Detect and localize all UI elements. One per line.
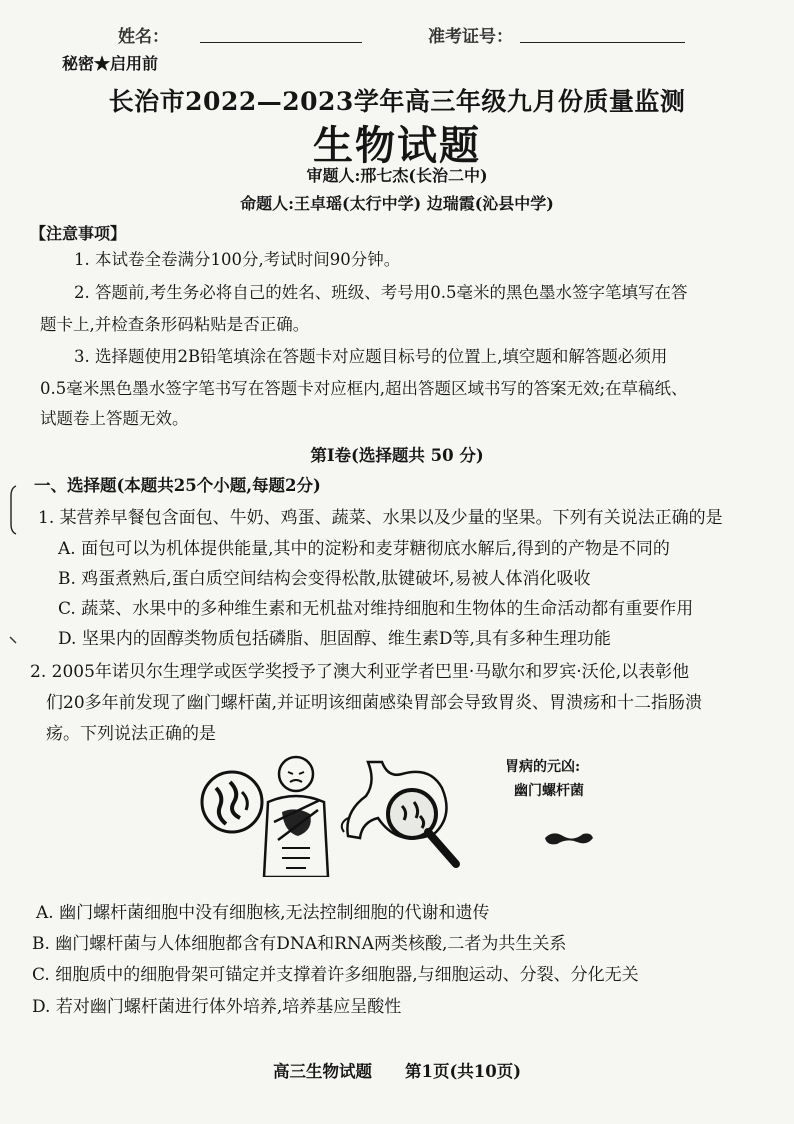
question-2-stem-line-1: 2. 2005年诺贝尔生理学或医学奖授予了澳大利亚学者巴里·马歇尔和罗宾·沃伦,以表彰他	[30, 662, 690, 682]
name-underline	[200, 42, 362, 43]
question-1-option-b: B. 鸡蛋煮熟后,蛋白质空间结构会变得松散,肽键破坏,易被人体消化吸收	[58, 569, 591, 589]
margin-tick-mark	[8, 635, 20, 645]
secret-label: 秘密★启用前	[62, 54, 159, 73]
admission-label: 准考证号：	[428, 27, 513, 47]
question-2-option-b: B. 幽门螺杆菌与人体细胞都含有DNA和RNA两类核酸,二者为共生关系	[32, 934, 567, 954]
question-2-stem-line-2: 们20多年前发现了幽门螺杆菌,并证明该细菌感染胃部会导致胃炎、胃溃疡和十二指肠溃	[46, 693, 703, 713]
notice-item-3: 3. 选择题使用2B铅笔填涂在答题卡对应题目标号的位置上,填空题和解答题必须用	[74, 347, 668, 366]
section-title: 一、选择题(本题共25个小题,每题2分)	[34, 476, 321, 495]
notice-item-3-end: 试题卷上答题无效。	[40, 409, 189, 428]
notice-item-2-cont: 题卡上,并检查条形码粘贴是否正确。	[40, 315, 310, 334]
part-title: 第Ⅰ卷(选择题共 50 分)	[310, 446, 484, 465]
question-2-stem-line-3: 疡。下列说法正确的是	[46, 724, 216, 744]
question-2-option-d: D. 若对幽门螺杆菌进行体外培养,培养基应呈酸性	[32, 997, 402, 1017]
name-label: 姓名：	[118, 27, 169, 47]
exam-title: 长治市2022—2023学年高三年级九月份质量监测	[108, 87, 686, 116]
question-1-option-c: C. 蔬菜、水果中的多种维生素和无机盐对维持细胞和生物体的生命活动都有重要作用	[58, 599, 694, 619]
setter-line: 命题人:王卓瑶(太行中学) 边瑞霞(沁县中学)	[240, 194, 554, 213]
figure-caption-2: 幽门螺杆菌	[514, 783, 584, 799]
bacterium-icon	[541, 826, 595, 848]
question-2-option-c: C. 细胞质中的细胞骨架可锚定并支撑着许多细胞器,与细胞运动、分裂、分化无关	[32, 965, 639, 985]
stomach-bacteria-illustration	[198, 752, 468, 877]
question-1-option-a: A. 面包可以为机体提供能量,其中的淀粉和麦芽糖彻底水解后,得到的产物是不同的	[58, 539, 670, 559]
question-1-stem: 1. 某营养早餐包含面包、牛奶、鸡蛋、蔬菜、水果以及少量的坚果。下列有关说法正确的是	[38, 508, 723, 528]
notice-item-3-cont: 0.5毫米黑色墨水签字笔书写在答题卡对应框内,超出答题区域书写的答案无效;在草稿纸、	[40, 379, 688, 398]
margin-bracket-mark	[8, 484, 18, 536]
notice-item-1: 1. 本试卷全卷满分100分,考试时间90分钟。	[74, 250, 401, 269]
admission-underline	[520, 42, 685, 43]
page-footer: 高三生物试题 第1页(共10页)	[272, 1062, 522, 1081]
notice-item-2: 2. 答题前,考生务必将自己的姓名、班级、考号用0.5毫米的黑色墨水签字笔填写在答	[74, 283, 688, 302]
subject-title: 生物试题	[313, 122, 481, 169]
question-2-option-a: A. 幽门螺杆菌细胞中没有细胞核,无法控制细胞的代谢和遗传	[36, 903, 490, 923]
figure-caption-1: 胃病的元凶:	[505, 759, 581, 775]
question-1-option-d: D. 坚果内的固醇类物质包括磷脂、胆固醇、维生素D等,具有多种生理功能	[58, 629, 611, 649]
reviewer-line: 审题人:邢七杰(长治二中)	[306, 166, 488, 185]
notice-heading: 【注意事项】	[30, 224, 127, 243]
